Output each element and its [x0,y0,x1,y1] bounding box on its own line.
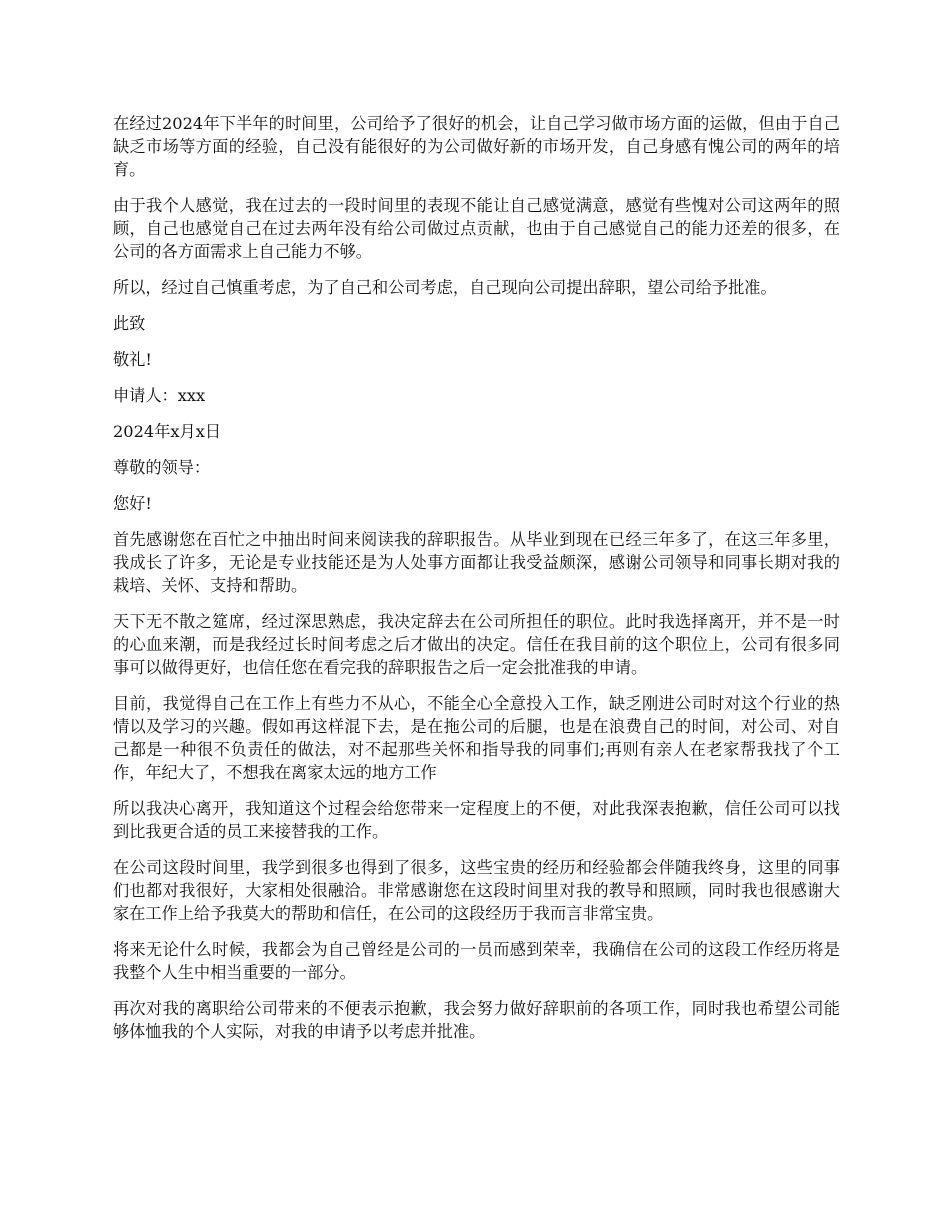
paragraph-final-request: 再次对我的离职给公司带来的不便表示抱歉，我会努力做好辞职前的各项工作，同时我也希望公司能够体恤我的个人实际，对我的申请予以考虑并批准。 [113,999,840,1041]
paragraph-reasons: 目前，我觉得自己在工作上有些力不从心，不能全心全意投入工作，缺乏刚进公司时对这个行业的热情以及学习的兴趣。假如再这样混下去，是在拖公司的后腿，也是在浪费自己的时间，对公司、对自己都是一种很不负责任的做法，对不起那些关怀和指导我的同事们;再则有亲人在老家帮我找了个工作，年纪大了，不想我在离家太远的地方工作 [113,694,840,782]
letter-hello: 您好! [113,494,152,513]
paragraph-gratitude: 首先感谢您在百忙之中抽出时间来阅读我的辞职报告。从毕业到现在已经三年多了，在这三年多里，我成长了许多，无论是专业技能还是为人处事方面都让我受益颇深，感谢公司领导和同事长期对我的栽培、关怀、支持和帮助。 [113,530,840,595]
document-page [113,112,840,1056]
letter-greeting: 尊敬的领导： [113,458,211,477]
closing-salutation: 此致 [113,314,146,333]
paragraph-future: 将来无论什么时候，我都会为自己曾经是公司的一员而感到荣幸，我确信在公司的这段工作经历将是我整个人生中相当重要的一部分。 [113,940,840,982]
paragraph-experience: 在公司这段时间里，我学到很多也得到了很多，这些宝贵的经历和经验都会伴随我终身，这里的同事们也都对我很好，大家相处很融洽。非常感谢您在这段时间里对我的教导和照顾，同时我也很感谢大家在工作上给予我莫大的帮助和信任，在公司的这段经历于我而言非常宝贵。 [113,858,840,923]
paragraph-apology: 所以我决心离开，我知道这个过程会给您带来一定程度上的不便，对此我深表抱歉，信任公司可以找到比我更合适的员工来接替我的工作。 [113,799,840,841]
paragraph-self-assessment: 由于我个人感觉，我在过去的一段时间里的表现不能让自己感觉满意，感觉有些愧对公司这两年的照顾，自己也感觉自己在过去两年没有给公司做过点贡献，也由于自己感觉自己的能力还差的很多，在公司的各方面需求上自己能力不够。 [113,196,840,261]
paragraph-resignation-request: 所以，经过自己慎重考虑，为了自己和公司考虑，自己现向公司提出辞职，望公司给予批准。 [113,278,777,297]
letter-date: 2024年x月x日 [113,422,222,441]
paragraph-decision: 天下无不散之筵席，经过深思熟虑，我决定辞去在公司所担任的职位。此时我选择离开，并不是一时的心血来潮，而是我经过长时间考虑之后才做出的决定。信任在我目前的这个职位上，公司有很多同事可以做得更好，也信任您在看完我的辞职报告之后一定会批准我的申请。 [113,612,840,677]
paragraph-intro: 在经过2024年下半年的时间里，公司给予了很好的机会，让自己学习做市场方面的运做，但由于自己缺乏市场等方面的经验，自己没有能很好的为公司做好新的市场开发，自己身感有愧公司的两年的培育。 [113,114,840,179]
closing-respect: 敬礼! [113,350,152,369]
applicant-signature: 申请人：xxx [113,386,206,405]
